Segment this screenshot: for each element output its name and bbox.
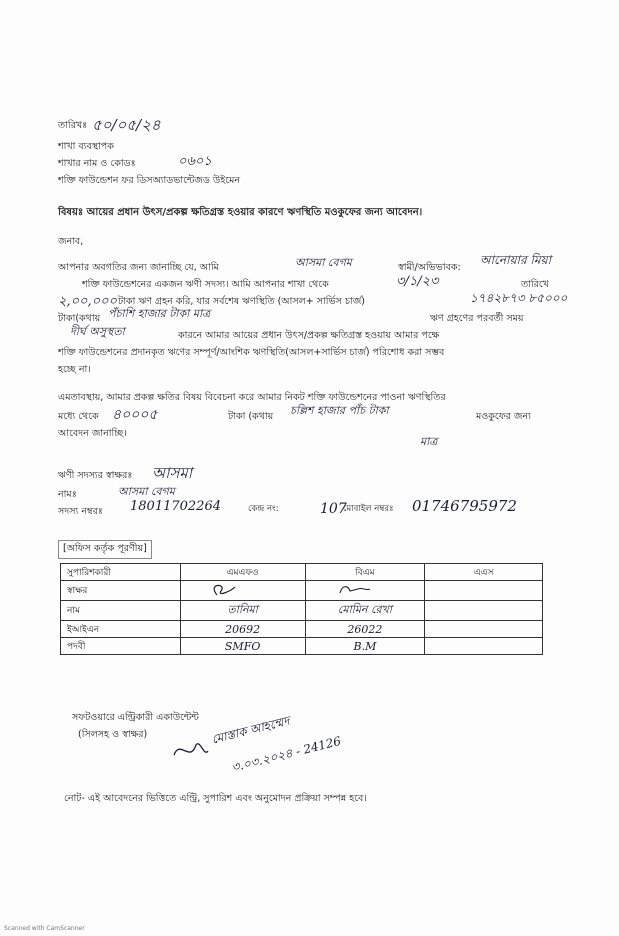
p1-line5-a: কারনে আমার আয়ের প্রধান উৎস/প্রকল্প ক্ষতিগ্রস্ত হওয়ায় আমার পক্ষে [178, 330, 440, 341]
mfo-signature [180, 581, 305, 601]
as-signature [425, 581, 543, 601]
waive-amount-hw: ৪০০০৫ [112, 407, 158, 423]
bm-name: মোমিন রেখা [305, 601, 425, 621]
bm-ein: 26022 [305, 621, 425, 638]
p1-line1-b: স্বামী/অভিভাবক: [398, 262, 461, 273]
as-name [425, 601, 543, 621]
mobile-value-hw: 01746795972 [412, 497, 517, 515]
mfo-name: তানিমা [180, 601, 305, 621]
balance-words-hw: পঁচাশি হাজার টাকা মাত্র [108, 307, 211, 320]
loan-amount-hw: ২,০০,০০০ [58, 294, 117, 309]
p1-line1-a: আপনার অবগতির জন্য জানাচ্ছি যে, আমি [58, 262, 219, 273]
software-entry-label: সফটওয়ারে এন্ট্রিকারী একাউন্টেন্ট [72, 712, 199, 723]
reason-hw: দীর্ঘ অসুস্থতা [70, 325, 125, 338]
office-row-label: পদবী [61, 638, 181, 655]
office-row-signature [61, 581, 543, 601]
words-tail-hw: মাত্র [420, 435, 438, 448]
mobile-label: মোবাইল নম্বরঃ [343, 504, 394, 514]
office-row-label: নাম [61, 601, 181, 621]
center-value-hw: 107 [320, 501, 347, 517]
p2-line2-b: টাকা (কথায় [228, 411, 274, 422]
bm-signature-mark [312, 581, 372, 597]
branch-value: ০৬০১ [178, 154, 212, 169]
bm-signature [305, 581, 425, 601]
p2-line2-a: মধ্যে থেকে [58, 411, 99, 422]
member-number-hw: 18011702264 [130, 499, 221, 514]
waive-words-hw: চল্লিশ হাজার পাঁচ টাকা [290, 404, 389, 417]
mfo-designation: SMFO [180, 638, 305, 655]
member-signature-hw: আসমা [152, 464, 193, 482]
member-name-label: নামঃ [58, 489, 77, 500]
office-header-cell: এমএফও [180, 564, 305, 581]
as-ein [425, 621, 543, 638]
p2-line2-c: মওকুফের জন্য [476, 411, 531, 422]
member-name-hw: আসমা বেগম [118, 485, 175, 498]
office-row-label: ইআইএন [61, 621, 181, 638]
mfo-ein: 20692 [180, 621, 305, 638]
guardian-name-hw: আনোয়ার মিয়া [480, 253, 552, 267]
center-label: কেন্দ্র নং: [248, 504, 279, 514]
accountant-signature-mark [170, 735, 210, 765]
member-signature-label: ঋণী সদস্যর স্বাক্ষরঃ [58, 470, 133, 481]
office-row-label: স্বাক্ষর [61, 581, 181, 601]
branch-label: শাখার নাম ও কোডঃ [58, 158, 136, 169]
p1-line2-a: শক্তি ফাউন্ডেশনের একজন ঋণী সদস্য। আমি আপনার শাখা থেকে [82, 279, 329, 290]
p1-line6: শক্তি ফাউন্ডেশনের প্রদানকৃত ঋণের সম্পূর্ণ/আংশিক ঋণস্থিতি(আসল+সার্ভিস চার্জ) পরিশোধ করা সম্ভব [58, 347, 445, 358]
office-table [60, 563, 543, 655]
accountant-date-hw: ৩.০৩.২০২৪ - 24126 [230, 733, 343, 775]
scanner-watermark: Scanned with CamScanner [4, 925, 85, 932]
office-box-label: [অফিস কর্তৃক পূরণীয়] [58, 540, 152, 559]
p1-line7: হচ্ছে না। [58, 364, 91, 375]
office-row-name [61, 601, 543, 621]
date-value: ৫০/০৫/২৪ [92, 116, 161, 134]
software-entry-sub: (সিলসহ ও স্বাক্ষর) [78, 729, 148, 740]
balance-value-hw: ১৭৪২৮৭৩ ৮৫০০০ [470, 291, 568, 305]
p1-line4-b: ঋণ গ্রহণের পরবর্তী সময় [430, 313, 524, 324]
p2-line1: এমতাবস্থায়, আমার প্রকল্প ক্ষতির বিষয় বিবেচনা করে আমার নিকট শক্তি ফাউন্ডেশনের পাওনা ঋণস্থিতির [58, 392, 446, 403]
bm-designation: B.M [305, 638, 425, 655]
mfo-signature-mark [187, 581, 247, 597]
office-row-ein [61, 621, 543, 638]
office-header-cell: এএস [425, 564, 543, 581]
member-number-label: সদস্য নম্বরঃ [58, 506, 103, 517]
as-designation [425, 638, 543, 655]
office-header-cell: বিএম [305, 564, 425, 581]
date-label: তারিখঃ [58, 120, 88, 131]
office-header-cell: সুপারিশকারী [61, 564, 181, 581]
p1-line4-a: টাকা(কথায় [58, 313, 101, 324]
p1-line3-a: টাকা ঋণ গ্রহন করি, যার সর্বশেষ ঋণস্থিতি (আসল+ সার্ভিস চার্জ) [118, 296, 365, 307]
applicant-name-hw: আসমা বেগম [295, 256, 352, 269]
p2-line3: আবেদন জানাচ্ছি। [58, 428, 127, 439]
loan-date-hw: ৩/১/২৩ [396, 274, 439, 289]
office-row-designation [61, 638, 543, 655]
subject: বিষয়ঃ আয়ের প্রধান উৎস/প্রকল্প ক্ষতিগ্রস্ত হওয়ার কারণে ঋণস্থিতি মওকুফের জন্য আবেদন। [58, 207, 423, 218]
salutation: জনাব, [58, 236, 84, 247]
office-header-row [61, 564, 543, 581]
p1-line2-b: তারিখে [521, 279, 549, 290]
recipient: শাখা ব্যবস্থাপক [58, 141, 114, 152]
accountant-name-hw: মোস্তাক আহম্মেদ [210, 713, 291, 747]
note-text: নোট- এই আবেদনের ভিত্তিতে এন্ট্রি, সুপারিশ এবং অনুমোদন প্রক্রিয়া সম্পন্ন হবে। [64, 793, 367, 804]
org-name: শক্তি ফাউন্ডেশন ফর ডিসঅ্যাডভান্টেজড উইমেন [58, 175, 241, 186]
